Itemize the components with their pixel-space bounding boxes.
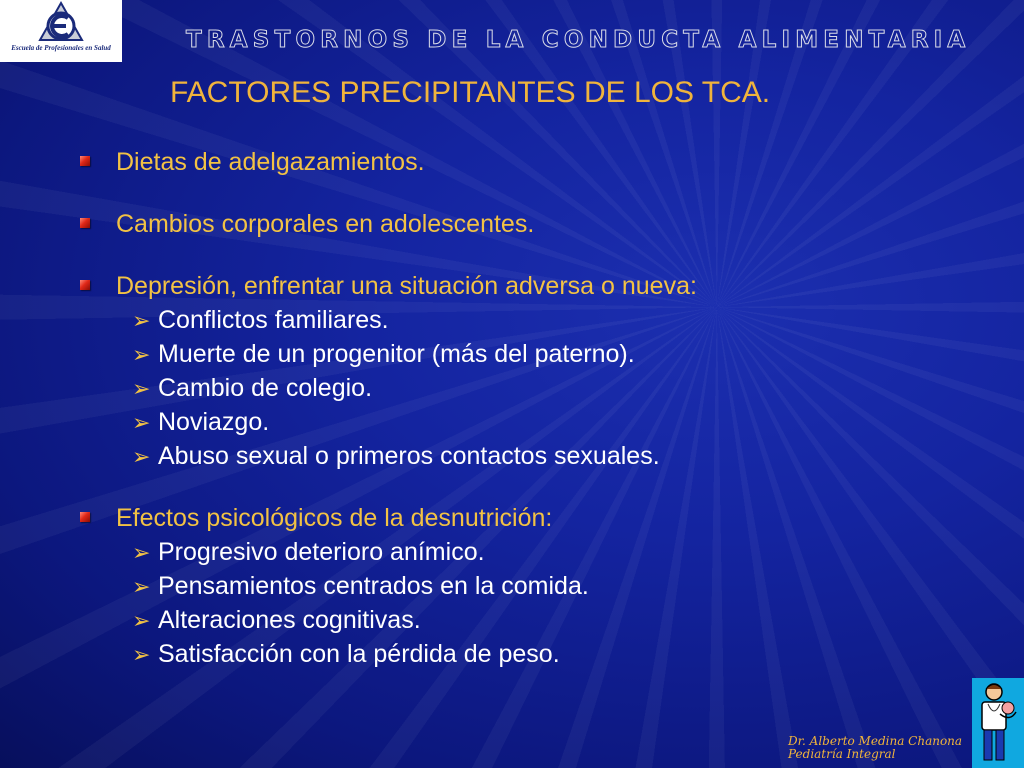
author-credit [788, 735, 962, 761]
sub-bullet-item: ➢ Noviazgo. [132, 408, 270, 436]
sub-bullet-item: ➢ Progresivo deterioro anímico. [132, 538, 485, 566]
arrow-bullet-icon: ➢ [132, 308, 151, 333]
arrow-bullet-icon: ➢ [132, 540, 151, 565]
sub-bullet-item: ➢ Pensamientos centrados en la comida. [132, 572, 589, 600]
school-logo [0, 0, 122, 62]
author-specialty: Pediatría Integral [788, 747, 896, 761]
arrow-bullet-icon: ➢ [132, 342, 151, 367]
red-square-icon [80, 218, 90, 228]
bullet-item: Cambios corporales en adolescentes. [116, 210, 535, 238]
red-square-icon [80, 512, 90, 522]
bullet-item: Depresión, enfrentar una situación adversa o nueva: [116, 272, 697, 300]
arrow-bullet-icon: ➢ [132, 574, 151, 599]
sub-bullet-item: ➢ Conflictos familiares. [132, 306, 389, 334]
sub-bullet-item: ➢ Satisfacción con la pérdida de peso. [132, 640, 560, 668]
slide-title: FACTORES PRECIPITANTES DE LOS TCA. [170, 76, 771, 109]
arrow-bullet-icon: ➢ [132, 444, 151, 469]
arrow-bullet-icon: ➢ [132, 608, 151, 633]
bullet-item: Efectos psicológicos de la desnutrición: [116, 504, 553, 532]
sub-bullet-item: ➢ Muerte de un progenitor (más del paterno). [132, 340, 635, 368]
arrow-bullet-icon: ➢ [132, 642, 151, 667]
header-title: TRASTORNOS DE LA CONDUCTA ALIMENTARIA [186, 27, 971, 53]
doctor-with-baby-icon [972, 678, 1024, 768]
arrow-bullet-icon: ➢ [132, 376, 151, 401]
arrow-bullet-icon: ➢ [132, 410, 151, 435]
author-name: Dr. Alberto Medina Chanona [788, 734, 963, 748]
logo-caption: Escuela de Profesionales en Salud [11, 44, 111, 52]
sub-bullet-item: ➢ Abuso sexual o primeros contactos sexuales. [132, 442, 660, 470]
bullet-item: Dietas de adelgazamientos. [116, 148, 425, 176]
school-logo-icon [0, 0, 122, 62]
red-square-icon [80, 156, 90, 166]
sub-bullet-item: ➢ Cambio de colegio. [132, 374, 373, 402]
sub-bullet-item: ➢ Alteraciones cognitivas. [132, 606, 421, 634]
red-square-icon [80, 280, 90, 290]
